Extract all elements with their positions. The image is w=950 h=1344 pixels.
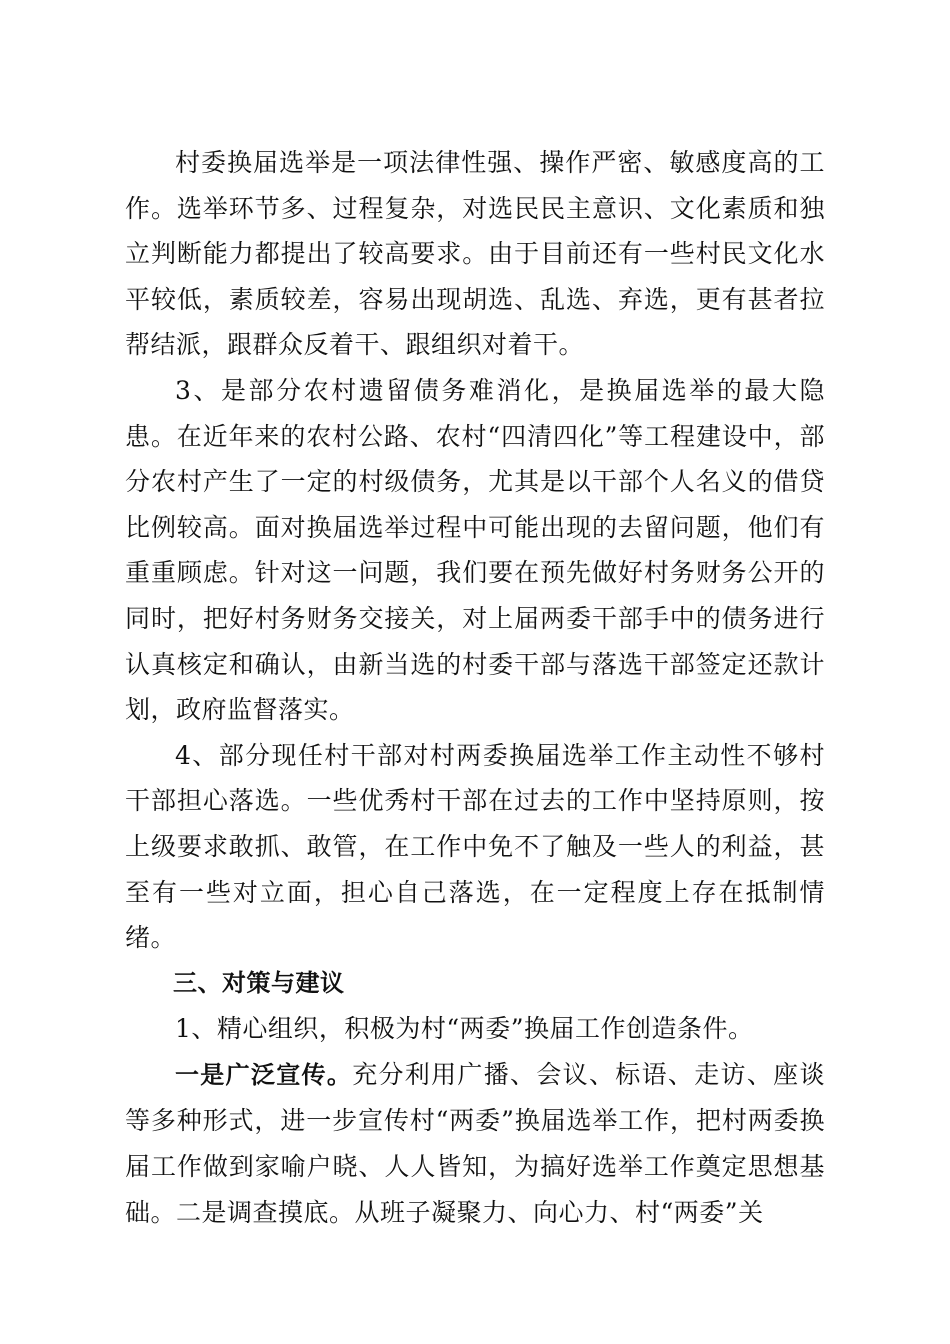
section-heading-countermeasures: 三、对策与建议: [173, 968, 345, 997]
paragraph-village-debt: 3、是部分农村遗留债务难消化，是换届选举的最大隐患。在近年来的农村公路、农村“四清四化”等工程建设中，部分农村产生了一定的村级债务，尤其是以干部个人名义的借贷比例较高。面对换届选举过程中可能出现的去留问题，他们有重重顾虑。针对这一问题，我们要在预先做好村务财务公开的同时，把好村务财务交接关，对上届两委干部手中的债务进行认真核定和确认，由新当选的村委干部与落选干部签定还款计划，政府监督落实。: [125, 375, 825, 725]
paragraph-lead-bold: 一是广泛宣传。: [175, 1060, 353, 1089]
paragraph-cadre-reluctance: 4、部分现任村干部对村两委换届选举工作主动性不够村干部担心落选。一些优秀村干部在过去的工作中坚持原则，按上级要求敢抓、敢管，在工作中免不了触及一些人的利益，甚至有一些对立面，担心自己落选，在一定程度上存在抵制情绪。: [125, 740, 825, 953]
subsection-heading-organize: 1、精心组织，积极为村“两委”换届工作创造条件。: [175, 1014, 754, 1044]
paragraph-publicity: [125, 1052, 825, 1235]
paragraph-election-complexity: 村委换届选举是一项法律性强、操作严密、敏感度高的工作。选举环节多、过程复杂，对选民民主意识、文化素质和独立判断能力都提出了较高要求。由于目前还有一些村民文化水平较低，素质较差，容易出现胡选、乱选、弃选，更有甚者拉帮结派，跟群众反着干、跟组织对着干。: [125, 148, 825, 360]
paragraph-publicity-text: 充分利用广播、会议、标语、走访、座谈等多种形式，进一步宣传村“两委”换届选举工作，把村两委换届工作做到家喻户晓、人人皆知，为搞好选举工作奠定思想基础。二是调查摸底。从班子凝聚力、向心力、村“两委”关: [125, 1059, 825, 1227]
document-body: [125, 140, 825, 1235]
